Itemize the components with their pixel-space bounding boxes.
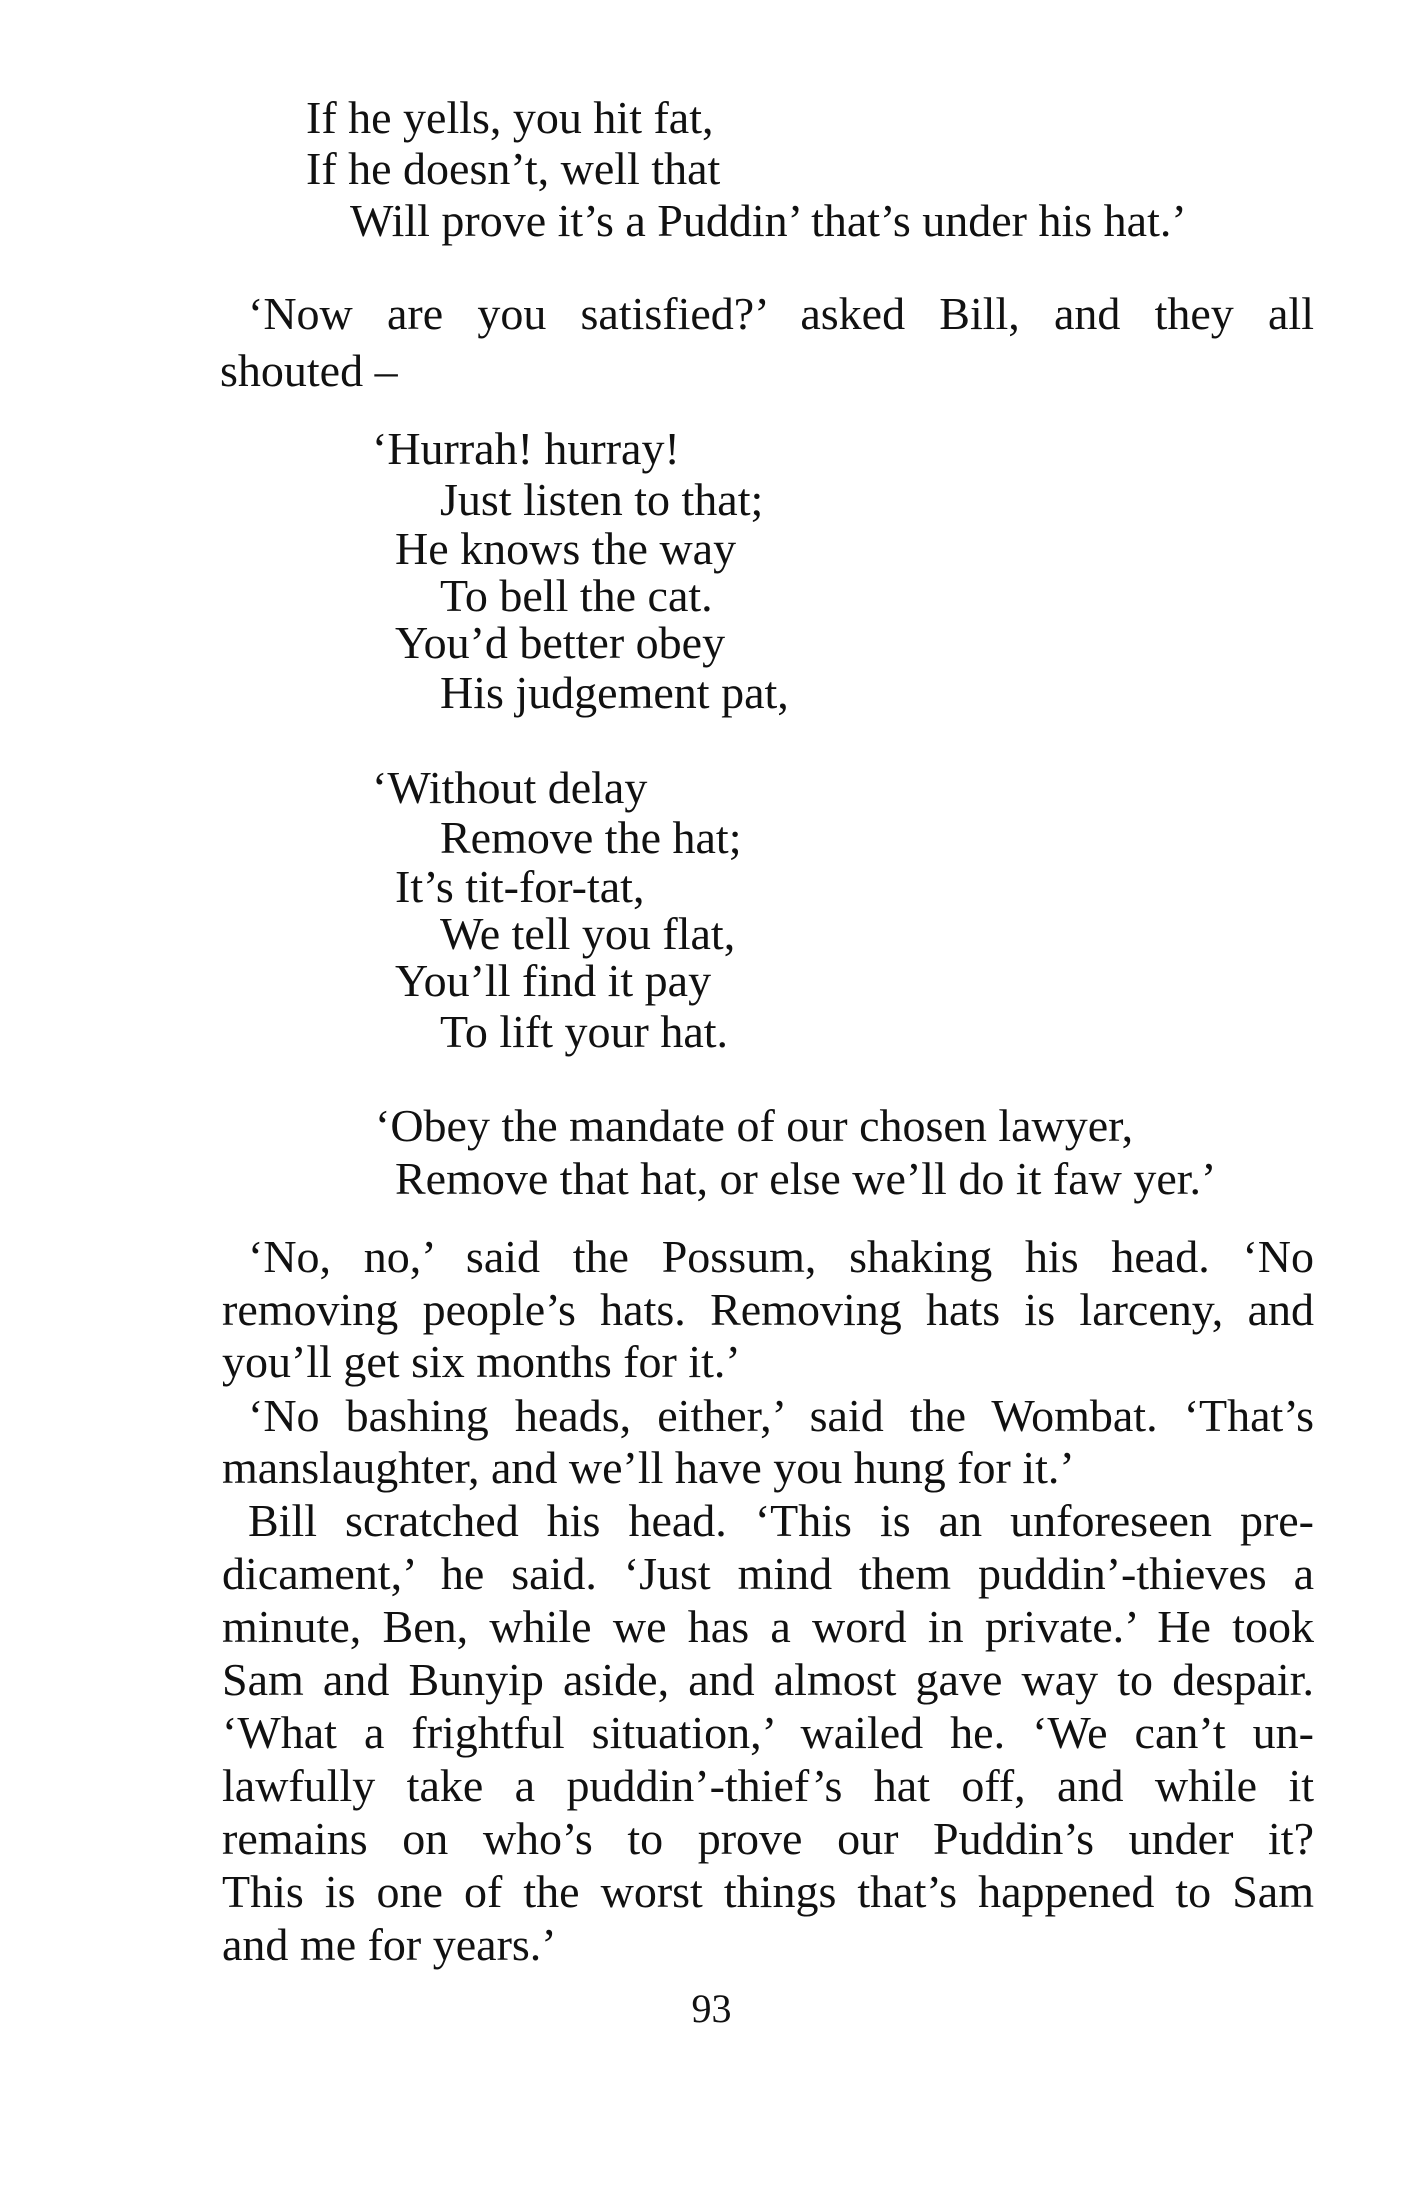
verse-line: Just listen to that; bbox=[440, 474, 764, 525]
prose-line: manslaughter, and we’ll have you hung for it.’ bbox=[222, 1442, 1075, 1493]
verse-line: We tell you flat, bbox=[440, 908, 736, 959]
verse-line: To lift your hat. bbox=[440, 1006, 729, 1057]
verse-line: You’d better obey bbox=[395, 617, 726, 668]
prose-line: ‘No, no,’ said the Possum, shaking his head. ‘No bbox=[248, 1231, 1314, 1282]
prose-line: ‘What a frightful situation,’ wailed he. ‘We can’t un- bbox=[222, 1707, 1314, 1758]
prose-line: lawfully take a puddin’-thief’s hat off, and while it bbox=[222, 1760, 1314, 1811]
verse-line: He knows the way bbox=[395, 523, 737, 574]
verse-line: His judgement pat, bbox=[440, 667, 789, 718]
page-number: 93 bbox=[691, 1986, 732, 2031]
prose-line: minute, Ben, while we has a word in private.’ He took bbox=[222, 1601, 1314, 1652]
verse-line: If he doesn’t, well that bbox=[306, 143, 721, 194]
prose-line: ‘Now are you satisfied?’ asked Bill, and they all bbox=[248, 288, 1314, 339]
verse-line: ‘Without delay bbox=[372, 762, 648, 813]
verse-line: If he yells, you hit fat, bbox=[306, 92, 714, 143]
verse-line: Remove the hat; bbox=[440, 812, 742, 863]
prose-line: ‘No bashing heads, either,’ said the Wombat. ‘That’s bbox=[248, 1390, 1314, 1441]
prose-line: Bill scratched his head. ‘This is an unforeseen pre- bbox=[248, 1495, 1314, 1546]
prose-line: and me for years.’ bbox=[222, 1919, 557, 1970]
prose-line: removing people’s hats. Removing hats is larceny, and bbox=[222, 1284, 1314, 1335]
prose-line: dicament,’ he said. ‘Just mind them puddin’-thieves a bbox=[222, 1548, 1314, 1599]
verse-line: ‘Hurrah! hurray! bbox=[372, 423, 680, 474]
verse-line: Will prove it’s a Puddin’ that’s under his hat.’ bbox=[350, 195, 1187, 246]
prose-line: This is one of the worst things that’s happened to Sam bbox=[222, 1866, 1314, 1917]
prose-line: Sam and Bunyip aside, and almost gave way to despair. bbox=[222, 1654, 1314, 1705]
prose-line: remains on who’s to prove our Puddin’s under it? bbox=[222, 1813, 1314, 1864]
verse-line: To bell the cat. bbox=[440, 570, 713, 621]
verse-line: ‘Obey the mandate of our chosen lawyer, bbox=[375, 1100, 1134, 1151]
verse-line: You’ll find it pay bbox=[395, 955, 712, 1006]
verse-line: It’s tit-for-tat, bbox=[395, 861, 645, 912]
verse-line: Remove that hat, or else we’ll do it faw yer.’ bbox=[395, 1153, 1217, 1204]
prose-line: shouted – bbox=[220, 345, 398, 396]
prose-line: you’ll get six months for it.’ bbox=[222, 1336, 741, 1387]
